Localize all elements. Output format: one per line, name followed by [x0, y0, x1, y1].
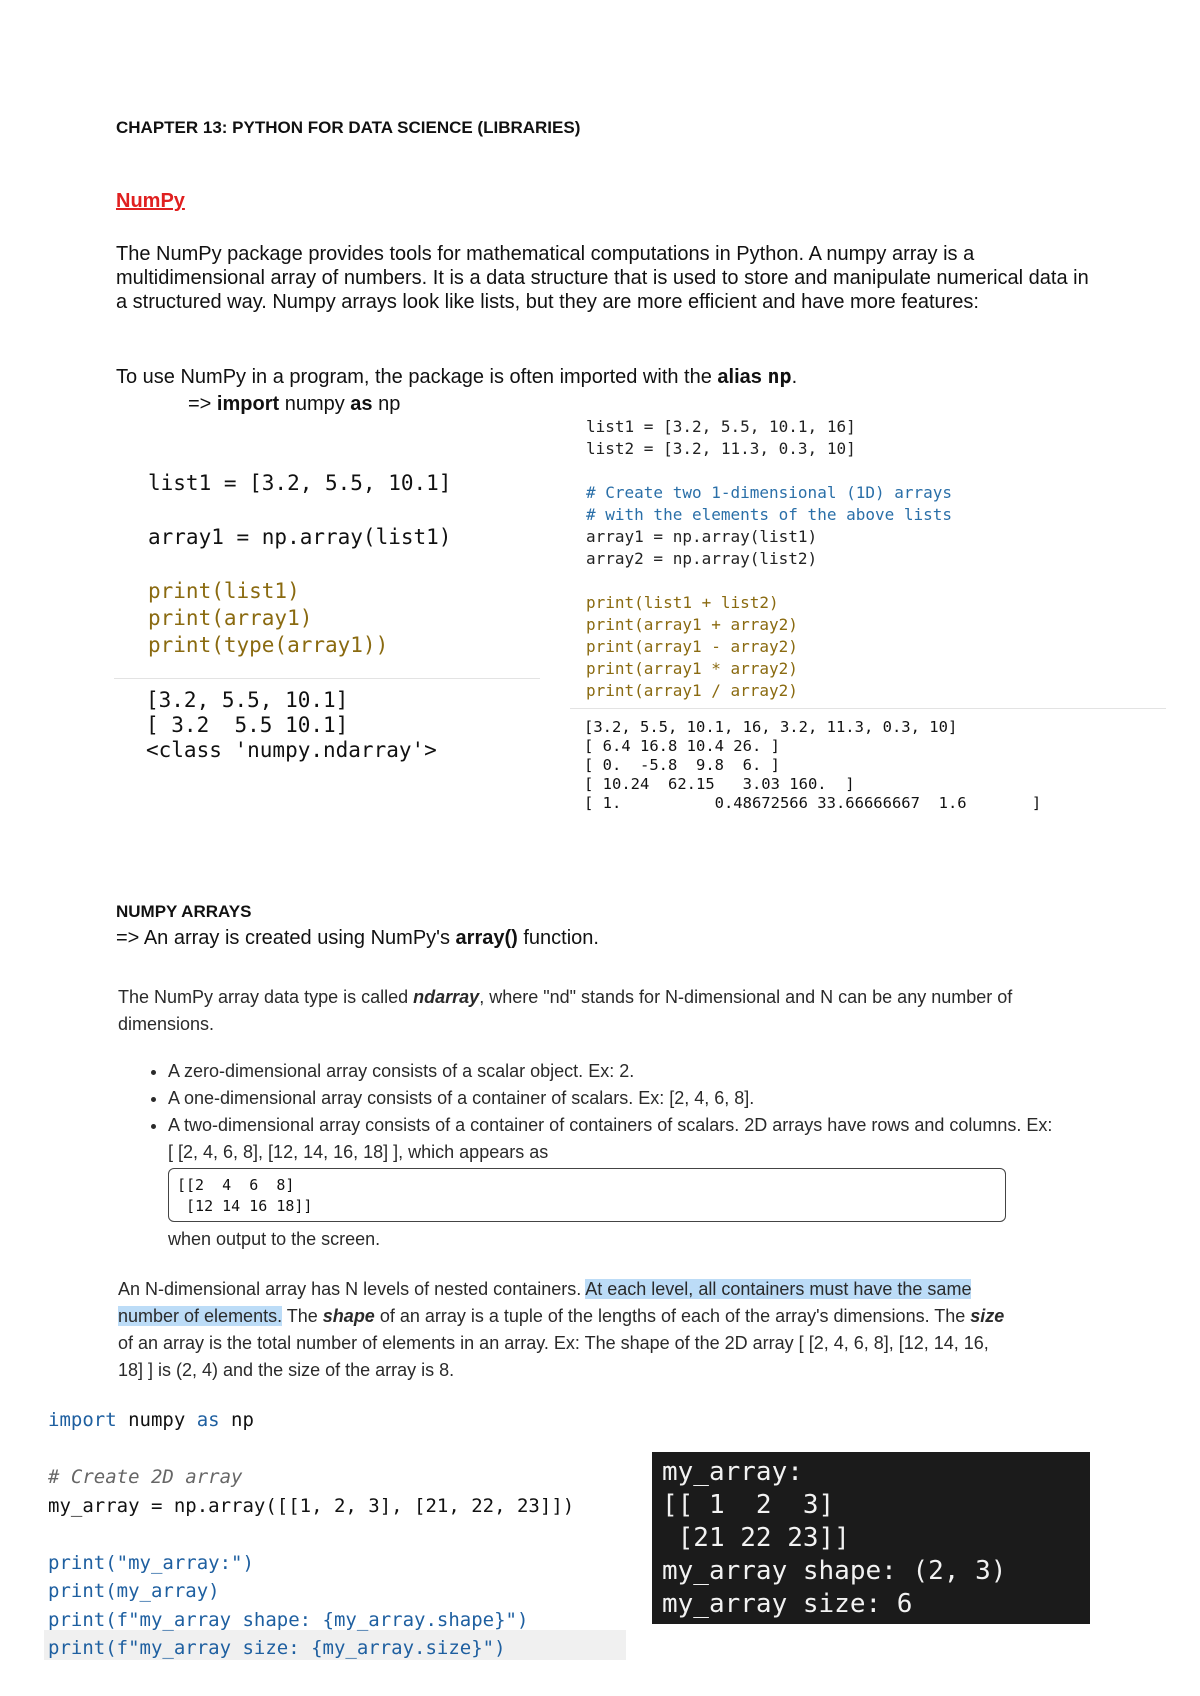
terminal-output	[652, 1452, 1090, 1624]
code-output-1	[146, 688, 437, 763]
code-line: my_array = np.array([[1, 2, 3], [21, 22, 23]])	[48, 1494, 575, 1517]
output-line: <class 'numpy.ndarray'>	[146, 738, 437, 762]
code-block-2	[586, 416, 952, 702]
code-line: array1 = np.array(list1)	[586, 527, 818, 546]
code-comment: # Create 2D array	[48, 1466, 243, 1488]
terminal-line: my_array:	[662, 1457, 803, 1487]
arrays-line: => An array is created using NumPy's array() function.	[116, 927, 599, 949]
output-line: [ 10.24 62.15 3.03 160. ]	[584, 775, 855, 793]
code-block-1	[148, 470, 451, 659]
chapter-title: CHAPTER 13: PYTHON FOR DATA SCIENCE (LIBRARIES)	[116, 118, 581, 137]
terminal-line: [21 22 23]]	[662, 1523, 850, 1553]
code-line: print(list1)	[148, 579, 300, 603]
code-block-3	[48, 1406, 574, 1663]
output-line: [ 1. 0.48672566 33.66666667 1.6 ]	[584, 794, 1042, 812]
code-line: print("my_array:")	[48, 1551, 254, 1574]
code-comment: # Create two 1-dimensional (1D) arrays	[586, 483, 953, 502]
terminal-line: [[ 1 2 3]	[662, 1490, 835, 1520]
output-line: [ 3.2 5.5 10.1]	[146, 713, 349, 737]
list-item: • A one-dimensional array consists of a container of scalars. Ex: [2, 4, 6, 8].	[168, 1085, 1058, 1112]
terminal-line: my_array shape: (2, 3)	[662, 1556, 1007, 1586]
output-line: [ 0. -5.8 9.8 6. ]	[584, 756, 780, 774]
code-line: print(my_array)	[48, 1580, 220, 1602]
intro-paragraph: The NumPy package provides tools for mathematical computations in Python. A numpy array is a multidimensional array of numbers. It is a data structure that is used to store and manipulate numerical data in a structured way. Numpy arrays look like lists, but they are more efficient and have more features:	[116, 243, 1089, 313]
output-line: [3.2, 5.5, 10.1]	[146, 688, 349, 712]
divider	[570, 708, 1166, 709]
code-line: print(array1 - array2)	[586, 637, 798, 656]
code-comment: # with the elements of the above lists	[586, 505, 953, 524]
import-line: => import numpy as np	[188, 393, 401, 415]
code-line: print(array1)	[148, 606, 313, 630]
code-line: array2 = np.array(list2)	[586, 549, 818, 568]
output-line: [ 6.4 16.8 10.4 26. ]	[584, 737, 780, 755]
list-item: • A two-dimensional array consists of a container of containers of scalars. 2D arrays have rows and columns. Ex: [ [2, 4, 6, 8], [12, 14, 16, 18] ], which appears as	[168, 1112, 1058, 1166]
output-line: [12 14 16 18]]	[177, 1197, 313, 1215]
code-line: list2 = [3.2, 11.3, 0.3, 10]	[586, 439, 856, 458]
code-line: list1 = [3.2, 5.5, 10.1, 16]	[586, 417, 856, 436]
code-line: list1 = [3.2, 5.5, 10.1]	[148, 471, 452, 495]
book-paragraph-1: The NumPy array data type is called ndarray, where "nd" stands for N-dimensional and N can be any number of dimensions.	[118, 987, 1013, 1034]
arrays-heading: NUMPY ARRAYS	[116, 902, 252, 921]
code-output-2	[584, 718, 1041, 813]
numpy-heading: NumPy	[116, 190, 185, 212]
output-line: [[2 4 6 8]	[177, 1176, 295, 1194]
code-line: print(f"my_array shape: {my_array.shape}")	[48, 1608, 529, 1631]
code-line: print(f"my_array size: {my_array.size}")	[48, 1637, 506, 1659]
code-line: print(type(array1))	[148, 633, 389, 657]
code-line: print(list1 + list2)	[586, 593, 779, 612]
dimension-list	[118, 1058, 1058, 1166]
code-line: print(array1 / array2)	[586, 681, 798, 700]
book-paragraph-2: An N-dimensional array has N levels of nested containers. At each level, all containers must have the same number of elements. The shape of an array is a tuple of the lengths of each of the array's dimensions. The size of an array is the total number of elements in an array. Ex: The shape of the 2D array [ [2, 4, 6, 8], [12, 14, 16, 18] ] is (2, 4) and the size of the array is 8.	[118, 1279, 1005, 1380]
output-line: [3.2, 5.5, 10.1, 16, 3.2, 11.3, 0.3, 10]	[584, 718, 958, 736]
array-output-box	[168, 1168, 1006, 1222]
code-line: print(array1 * array2)	[586, 659, 798, 678]
after-box-text: when output to the screen.	[168, 1229, 381, 1249]
code-line: print(array1 + array2)	[586, 615, 798, 634]
use-line: To use NumPy in a program, the package is often imported with the alias np.	[116, 364, 798, 388]
code-line: array1 = np.array(list1)	[148, 525, 452, 549]
list-item: • A zero-dimensional array consists of a scalar object. Ex: 2.	[168, 1058, 1058, 1085]
terminal-line: my_array size: 6	[662, 1589, 913, 1619]
code-line: import numpy as np	[48, 1409, 254, 1431]
divider	[114, 678, 540, 679]
